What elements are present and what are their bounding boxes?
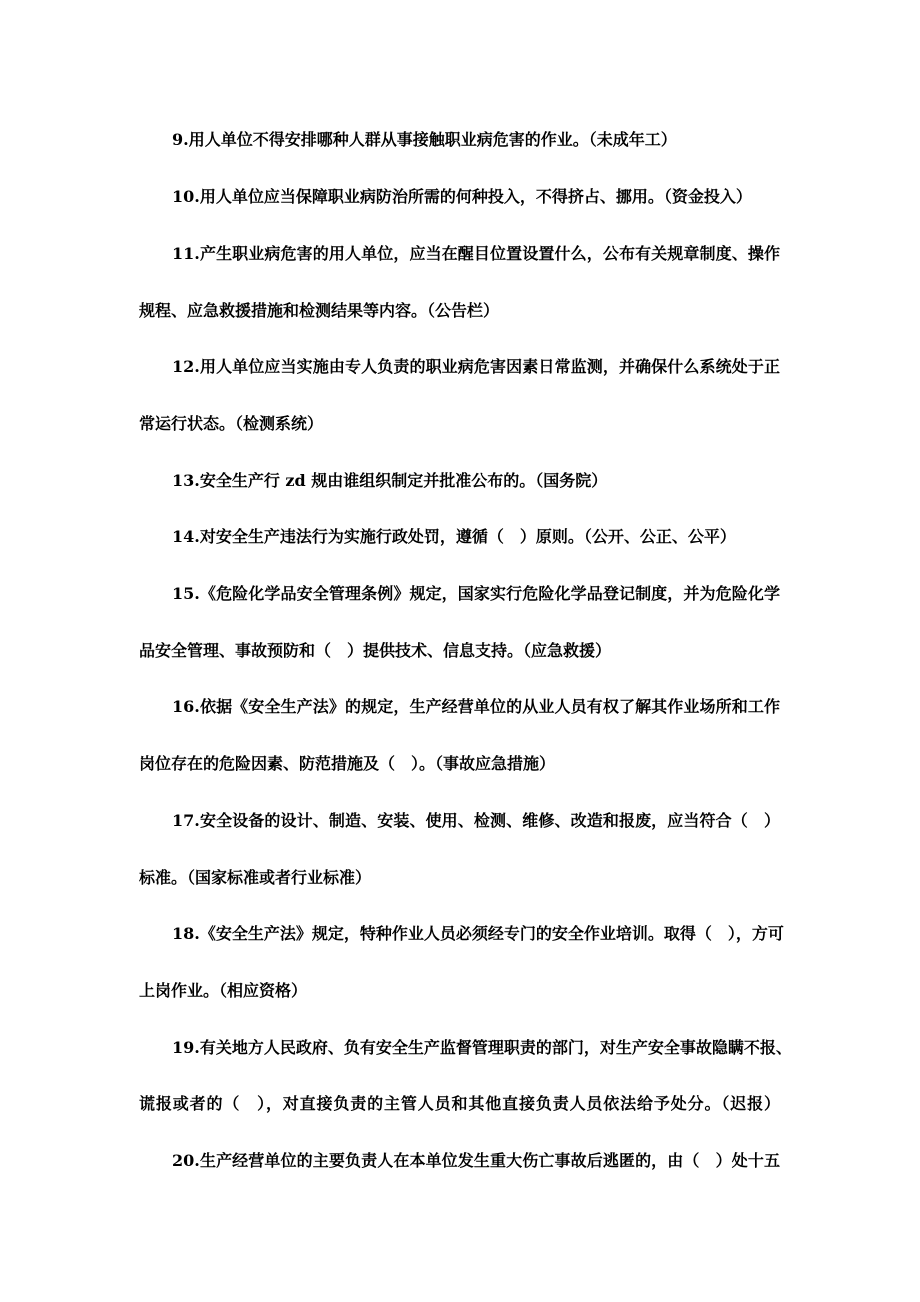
question-20-line-1: 20.生产经营单位的主要负责人在本单位发生重大伤亡事故后逃匿的，由（ ）处十五 — [172, 1151, 780, 1170]
question-12-line-2: 常运行状态。（检测系统） — [139, 414, 324, 433]
question-19-line-2: 谎报或者的（ ），对直接负责的主管人员和其他直接负责人员依法给予处分。（迟报） — [139, 1094, 780, 1113]
question-12-line-1: 12.用人单位应当实施由专人负责的职业病危害因素日常监测，并确保什么系统处于正 — [172, 357, 780, 376]
question-15-line-1: 15.《危险化学品安全管理条例》规定，国家实行危险化学品登记制度，并为危险化学 — [172, 584, 780, 603]
question-11-line-1: 11.产生职业病危害的用人单位，应当在醒目位置设置什么，公布有关规章制度、操作 — [172, 244, 780, 263]
question-19-line-1: 19.有关地方人民政府、负有安全生产监督管理职责的部门，对生产安全事故隐瞒不报、 — [172, 1038, 792, 1057]
question-14: 14.对安全生产违法行为实施行政处罚，遵循（ ）原则。（公开、公正、公平） — [172, 527, 736, 546]
question-18-line-1: 18.《安全生产法》规定，特种作业人员必须经专门的安全作业培训。取得（ ），方可 — [172, 924, 784, 943]
question-10: 10.用人单位应当保障职业病防治所需的何种投入，不得挤占、挪用。（资金投入） — [172, 187, 752, 206]
question-18-line-2: 上岗作业。（相应资格） — [139, 981, 308, 1000]
question-17-line-2: 标准。（国家标准或者行业标准） — [139, 868, 372, 887]
question-16-line-2: 岗位存在的危险因素、防范措施及（ ）。（事故应急措施） — [139, 754, 556, 773]
question-17-line-1: 17.安全设备的设计、制造、安装、使用、检测、维修、改造和报废，应当符合（ ） — [172, 811, 780, 830]
question-15-line-2: 品安全管理、事故预防和（ ）提供技术、信息支持。（应急救援） — [139, 641, 612, 660]
question-16-line-1: 16.依据《安全生产法》的规定，生产经营单位的从业人员有权了解其作业场所和工作 — [172, 697, 780, 716]
question-13: 13.安全生产行 zd 规由谁组织制定并批准公布的。（国务院） — [172, 471, 608, 490]
question-9: 9.用人单位不得安排哪种人群从事接触职业病危害的作业。（未成年工） — [172, 130, 677, 149]
question-11-line-2: 规程、应急救援措施和检测结果等内容。（公告栏） — [139, 301, 500, 320]
